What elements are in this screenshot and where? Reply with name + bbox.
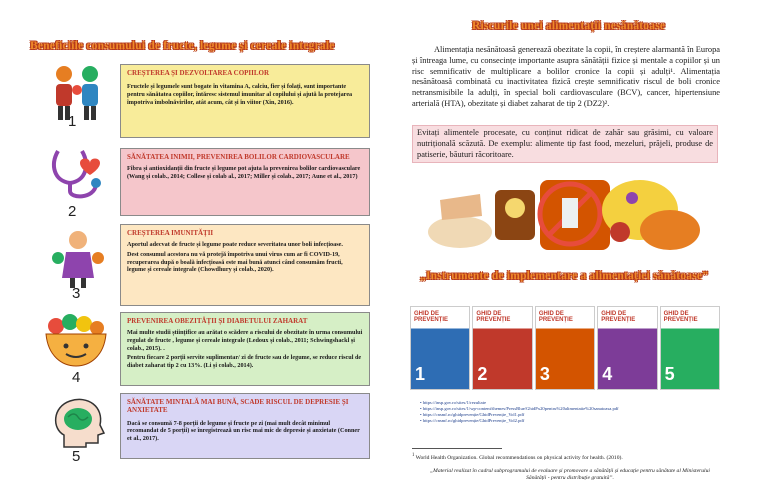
benefit-heading-3: CREȘTEREA IMUNITĂȚII xyxy=(127,229,214,237)
guide-label-2: GHID DE PREVENȚIE xyxy=(476,311,511,323)
benefit-box-2 xyxy=(120,148,370,216)
link-text-1[interactable]: https://insp.gov.ro/sites/1/rezultate xyxy=(422,400,487,405)
guide-links xyxy=(420,400,720,424)
guide-number-1: 1 xyxy=(415,364,426,384)
guide-cover-1[interactable] xyxy=(410,306,470,390)
risks-paragraph: Alimentația nesănătoasă generează obezitate la copii, în creștere alarmantă în Europa și întreaga lume, cu consecințe importante asupra sănătății fizice și mentale a copiilor și un risc semnificativ de multiplicare a bolilor cronice la copii și adulți¹. Alimentația nesănătoasă combinată cu inactivitatea fizică crește semnificativ riscul de boli cronice netransmisibile la adulți, în special boli cardiovasculare (BCV), cancer, hipertensiune arterială (HTA), obezitate și diabet zaharat de tip 2 (DZ2)². xyxy=(412,45,720,108)
guide-number-4: 4 xyxy=(602,364,613,384)
link-text-2[interactable]: https://insp.gov.ro/sites/1/wp-content/themes/PressBlue/GhidPx20pentru%20alimentatie%20sanatoasa.pdf xyxy=(422,406,619,411)
guides-strip xyxy=(410,306,720,390)
guide-label-4: GHID DE PREVENȚIE xyxy=(601,311,636,323)
benefit-heading-5: SĂNĂTATE MINTALĂ MAI BUNĂ, SCADE RISCUL DE DEPRESIE ȘI ANXIETATE xyxy=(127,398,349,415)
junk-food-prohibited-image xyxy=(420,170,710,256)
benefit-text-1: Fructele și legumele sunt bogate în vitamina A, calciu, fier și folați, sunt importante pentru sănătatea copiilor, întăresc sistemul imunitar al copilului și ajută la protejarea împotriva îmbolnăvirilor, atât acum, cât și în viitor (Xin, 2016). xyxy=(127,83,353,106)
item-number-1: 1 xyxy=(68,113,77,130)
benefit-heading-4: PREVENIREA OBEZITĂȚII ȘI DIABETULUI ZAHARAT xyxy=(127,317,308,325)
benefits-title: Beneficiile consumului de fructe, legume și cereale integrale xyxy=(30,40,335,52)
item-number-3: 3 xyxy=(72,285,81,302)
benefit-box-1 xyxy=(120,64,370,138)
footnote xyxy=(412,452,722,462)
benefit-text-4b: Pentru fiecare 2 porții servite suplimentar/ zi de fructe sau de legume, se reduce riscul de diabet zaharat tip 2 cu 13%. (Li și colab., 2014). xyxy=(127,354,362,369)
benefit-heading-1: CREȘTEREA ȘI DEZVOLTAREA COPIILOR xyxy=(127,69,270,77)
link-text-4[interactable]: https://cnsmf.ro/ghidprevenție/GhidPrevenție_Vol2.pdf xyxy=(422,418,525,423)
guide-cover-2[interactable] xyxy=(472,306,532,390)
brain-head-icon xyxy=(44,395,112,453)
guide-cover-4[interactable] xyxy=(597,306,657,390)
benefit-text-4a: Mai multe studii științifice au arătat o scădere a riscului de obezitate în urma consumului regulat de fructe , legume și cereale integrale (Ledoux și colab., 2011; Schwingshackl și colab., 2015). . xyxy=(127,329,363,352)
benefit-box-3 xyxy=(120,224,370,306)
stethoscope-heart-icon xyxy=(44,145,112,203)
fruit-bowl-face-icon xyxy=(40,312,112,370)
item-number-2: 2 xyxy=(68,203,77,220)
guide-cover-3[interactable] xyxy=(535,306,595,390)
benefit-text-5: Dacă se consumă 7-8 porții de legume și fructe pe zi (mai mult decât minimul recomandat de 5 porții) se înregistrează un risc mai mic de depresie și anxietate (Conner et al., 2017). xyxy=(127,419,360,442)
benefit-text-3a: Aportul adecvat de fructe și legume poate reduce severitatea unor boli infecțioase. xyxy=(127,241,343,249)
guide-cover-5[interactable] xyxy=(660,306,720,390)
link-text-3[interactable]: https://cnsmf.ro/ghidprevenție/GhidPrevenție_Vol1.pdf xyxy=(422,412,525,417)
guide-label-5: GHID DE PREVENȚIE xyxy=(663,311,698,323)
children-fruit-icon xyxy=(44,60,112,132)
footnote-rule xyxy=(412,448,502,449)
footnote-text: World Health Organization. Global recommendations on physical activity for health. (2010). xyxy=(415,454,623,461)
link-item-1[interactable]: • https://insp.gov.ro/sites/1/rezultate xyxy=(420,400,487,405)
benefit-box-5 xyxy=(120,393,370,459)
benefit-text-3b: Dest consumul acestora nu vă protejă împotriva unui virus cum ar fi COVID-19, recuperarea după o boală infecțioasă este mai bună atunci când consumăm fructi, legume și cereale integrale (Chowdhury și colab., 2020). xyxy=(127,251,343,274)
tools-title: „Instrumente de implementare a alimentației sănătoase” xyxy=(420,270,709,282)
guide-label-1: GHID DE PREVENȚIE xyxy=(414,311,449,323)
link-item-3[interactable]: • https://cnsmf.ro/ghidprevenție/GhidPrevenție_Vol1.pdf xyxy=(420,412,525,417)
benefit-text-2: Fibra și antioxidanții din fructe și legume pot ajuta la prevenirea bolilor cardiovasculare (Wang și colab., 2014; Collese și colab al., 2017; Miller și colab., 2017; Aune et al., 2017) xyxy=(127,165,361,180)
guide-label-3: GHID DE PREVENȚIE xyxy=(538,311,573,323)
warning-box: Evitați alimentele procesate, cu conținut ridicat de zahăr sau grăsimi, cu valoare nutrițională scăzută. De exemplu: alimente tip fast food, mezeluri, prăjeli, produse de patiserie, băuturi răcoritoare. xyxy=(412,125,718,163)
footnote-mark: 1 xyxy=(412,453,415,458)
risks-title: Riscurile unei alimentații nesănătoase xyxy=(472,20,666,32)
benefit-heading-2: SĂNĂTATEA INIMII, PREVENIREA BOLILOR CARDIOVASCULARE xyxy=(127,153,350,161)
link-item-4[interactable]: • https://cnsmf.ro/ghidprevenție/GhidPrevenție_Vol2.pdf xyxy=(420,418,525,423)
guide-number-3: 3 xyxy=(539,364,550,384)
guide-number-5: 5 xyxy=(664,364,675,384)
guide-number-2: 2 xyxy=(477,364,488,384)
credit-text: „Material realizat în cadrul subprogramului de evaluare și promovare a sănătății și educație pentru sănătate al Ministerului Sănătății - pentru distribuție gratuită”. xyxy=(430,468,710,481)
benefit-box-4 xyxy=(120,312,370,386)
item-number-4: 4 xyxy=(72,369,81,386)
item-number-5: 5 xyxy=(72,448,81,465)
link-item-2[interactable]: • https://insp.gov.ro/sites/1/wp-content/themes/PressBlue/GhidPx20pentru%20alimentatie%20sanatoasa.pdf xyxy=(420,406,619,411)
child-immunity-icon xyxy=(44,228,112,290)
